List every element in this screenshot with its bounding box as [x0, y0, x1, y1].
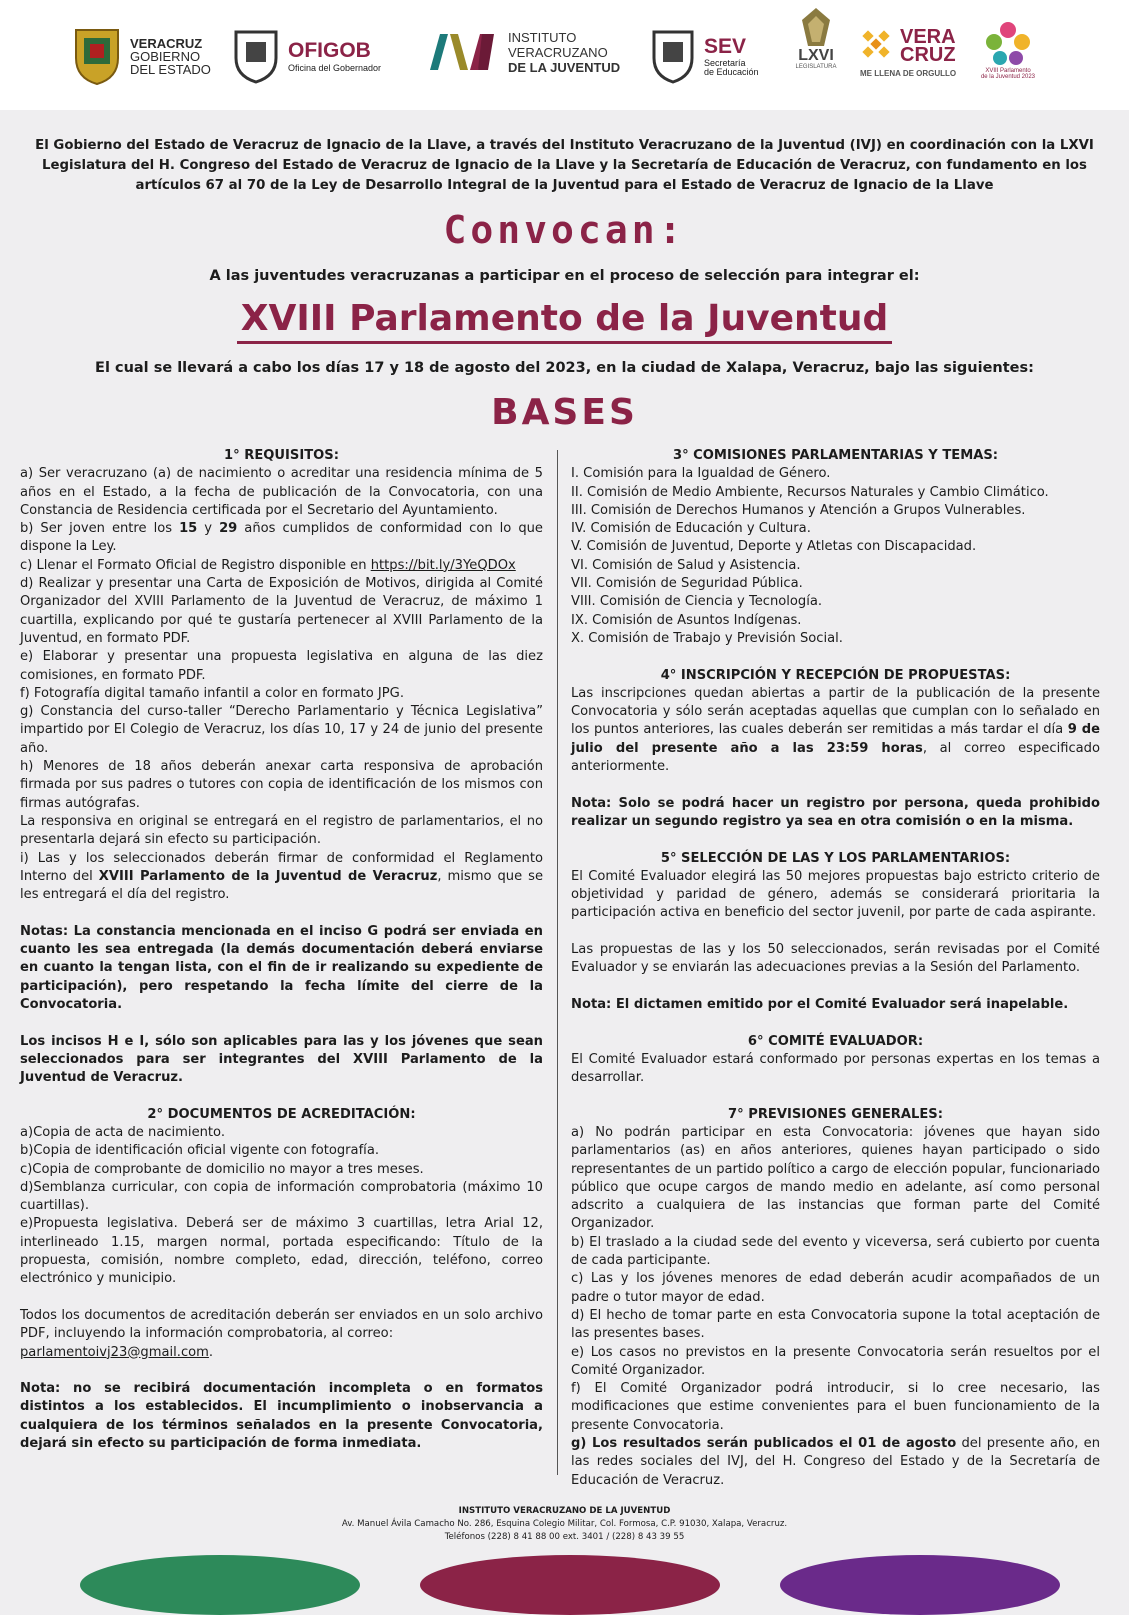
- req-c-pre: c) Llenar el Formato Oficial de Registro disponible en: [20, 557, 371, 573]
- comision-8: VIII. Comisión de Ciencia y Tecnología.: [571, 594, 823, 610]
- ivj-line-2: VERACRUZANO: [508, 44, 608, 60]
- orgullo-sub: ME LLENA DE ORGULLO: [860, 69, 957, 78]
- ofigob-logo: [232, 28, 381, 84]
- prevision-g: [571, 1435, 1100, 1490]
- doc-e: e)Propuesta legislativa. Deberá ser de máximo 3 cuartillas, letra Arial 12, interlineado 1.15, margen normal, portada especificando: Título de la propuesta, comisión, nombre completo, edad, dirección, teléfono, correo electrónico y municipio.: [20, 1216, 543, 1287]
- contact-email-dot: .: [208, 1344, 214, 1360]
- prevision-g-bold: g) Los resultados serán publicados el 01 de agosto: [571, 1436, 957, 1452]
- prevision-b: b) El traslado a la ciudad sede del evento y viceversa, será cubierto por cuenta de cada participante.: [571, 1234, 1100, 1269]
- seleccion-text: El Comité Evaluador elegirá las 50 mejores propuestas bajo estricto criterio de objetividad y paridad de género, además se considerará prioritaria la participación activa en beneficio del sector juvenil, por parte de cada aspirante.: [571, 868, 1100, 921]
- docs-send-instructions: [20, 1307, 543, 1362]
- ofigob-shield-icon: [232, 28, 280, 84]
- section-3-heading: 3° COMISIONES PARLAMENTARIAS Y TEMAS:: [672, 448, 999, 463]
- sev-shield-icon: [650, 28, 696, 84]
- req-h: h) Menores de 18 años deberán anexar carta responsiva de aprobación firmada por sus padres o tutores con copia de identificación de los mismos con firmas autógrafas.: [20, 759, 543, 811]
- footer-org: INSTITUTO VERACRUZANO DE LA JUVENTUD: [458, 1506, 671, 1516]
- footer: [0, 1505, 1129, 1544]
- prevision-g-post: del presente año, en las redes sociales del IVJ, del H. Congreso del Estado y de la Secretaría de Educación de Veracruz.: [571, 1436, 1100, 1488]
- comision-4: IV. Comisión de Educación y Cultura.: [571, 521, 811, 537]
- prevision-f: f) El Comité Organizador podrá introducir, si lo cree necesario, las modificaciones que estime convenientes para el buen funcionamiento de la presente Convocatoria.: [571, 1381, 1100, 1433]
- logo-header: [0, 0, 1129, 110]
- sev-line-1: Secretaría: [704, 57, 746, 68]
- section-4-heading: 4° INSCRIPCIÓN Y RECEPCIÓN DE PROPUESTAS:: [660, 667, 1011, 683]
- req-g: g) Constancia del curso-taller “Derecho Parlamentario y Técnica Legislativa” impartido por El Colegio de Veracruz, los días 10, 17 y 24 de junio del presente año.: [20, 704, 543, 756]
- event-title-text: XVIII Parlamento de la Juventud: [237, 298, 893, 344]
- section-1-heading: 1° REQUISITOS:: [224, 448, 339, 463]
- ofigob-name: OFIGOB: [288, 38, 371, 62]
- footer-red-shape: [420, 1555, 720, 1615]
- req-e: e) Elaborar y presentar una propuesta legislativa en alguna de las diez comisiones, en formato PDF.: [20, 649, 543, 683]
- column-divider: [557, 450, 558, 1475]
- inscripcion-pre: Las inscripciones quedan abiertas a partir de la publicación de la presente Convocatoria y sólo serán aceptadas aquellas que cumplan con lo señalado en los puntos anteriores, las cuales deberán ser remitidas a más tardar el día: [571, 685, 1100, 738]
- comision-10: X. Comisión de Trabajo y Previsión Social.: [571, 630, 843, 646]
- invite-text: A las juventudes veracruzanas a participar en el proceso de selección para integrar el:: [209, 268, 920, 284]
- orgullo-line-1: VERA: [900, 26, 956, 48]
- prevision-e: e) Los casos no previstos en la presente Convocatoria serán resueltos por el Comité Organizador.: [571, 1344, 1100, 1378]
- req-b-y: y: [197, 521, 220, 537]
- sev-line-2: de Educación: [704, 66, 759, 77]
- event-dates: El cual se llevará a cabo los días 17 y 18 de agosto del 2023, en la ciudad de Xalapa, Veracruz, bajo las siguientes:: [95, 360, 1034, 376]
- left-column: [20, 447, 543, 1453]
- bases-heading: BASES: [491, 392, 638, 433]
- ivj-line-3: DE LA JUVENTUD: [508, 59, 621, 75]
- veracruz-gobierno-logo: [72, 26, 211, 86]
- orgullo-pattern-icon: [860, 28, 896, 64]
- req-i: [20, 850, 543, 905]
- registration-link[interactable]: https://bit.ly/3YeQDOx: [370, 557, 516, 573]
- seleccion-text-2: Las propuestas de las y los 50 seleccionados, serán revisadas por el Comité Evaluador y se enviarán las adecuaciones previas a la Sesión del Parlamento.: [571, 942, 1100, 976]
- req-a: a) Ser veracruzano (a) de nacimiento o acreditar una residencia mínima de 5 años en el Estado, a la fecha de publicación de la Convocatoria, con una Constancia de Residencia certificada por el Secretario del Ayuntamiento.: [20, 466, 543, 518]
- req-i-bold: XVIII Parlamento de la Juventud de Veracruz: [98, 868, 438, 884]
- footer-purple-shape: [780, 1555, 1060, 1615]
- ofigob-sub: Oficina del Gobernador: [288, 62, 382, 73]
- comision-9: IX. Comisión de Asuntos Indígenas.: [571, 612, 802, 628]
- lxvi-sub: LEGISLATURA: [795, 64, 837, 70]
- req-b-post: años cumplidos de conformidad con lo que dispone la Ley.: [20, 521, 543, 555]
- doc-d: d)Semblanza curricular, con copia de información comprobatoria (máximo 10 cuartillas).: [20, 1179, 543, 1214]
- sev-name: SEV: [704, 34, 747, 58]
- comision-1: I. Comisión para la Igualdad de Género.: [571, 466, 831, 482]
- veracruz-line-2: GOBIERNO: [130, 48, 201, 64]
- req-i-post: , mismo que se les entregará el día del registro.: [20, 868, 543, 903]
- parlamento-2023-logo: [980, 18, 1036, 80]
- footer-phones: Teléfonos (228) 8 41 88 00 ext. 3401 / (228) 8 43 39 55: [444, 1532, 685, 1542]
- req-b-29: 29: [219, 521, 238, 537]
- parlamento-line-1: XVIII Parlamento: [985, 68, 1031, 74]
- section-7-heading: 7° PREVISIONES GENERALES:: [728, 1106, 943, 1122]
- doc-b: b)Copia de identificación oficial vigente con fotografía.: [20, 1143, 380, 1159]
- event-title: [0, 298, 1129, 339]
- section-5-heading: 5° SELECCIÓN DE LAS Y LOS PARLAMENTARIOS:: [660, 850, 1011, 866]
- prevision-c: c) Las y los jóvenes menores de edad deberán acudir acompañados de un padre o tutor mayor de edad.: [571, 1271, 1100, 1305]
- comision-5: V. Comisión de Juventud, Deporte y Atletas con Discapacidad.: [571, 539, 977, 555]
- inscripcion-deadline: 9 de julio del presente año a las 23:59 horas: [571, 722, 1100, 756]
- intro-paragraph: El Gobierno del Estado de Veracruz de Ignacio de la Llave, a través del Instituto Veracruzano de la Juventud (IVJ) en coordinación con la LXVI Legislatura del H. Congreso del Estado de Veracruz de Ignacio de la Llave y la Secretaría de Educación de Veracruz, con fundamento en los artículos 67 al 70 de la Ley de Desarrollo Integral de la Juventud para el Estado de Veracruz de Ignacio de la Llave: [35, 138, 1094, 193]
- prevision-a: a) No podrán participar en esta Convocatoria: jóvenes que hayan sido parlamentarios (as) en años anteriores, quienes hayan participado o sido representantes de un partido político a cargo de elección popular, funcionariado público que ocupe cargos de mando medio en adelante, así como personal adscrito a cualquiera de las instancias que forman parte del Comité Organizador.: [571, 1124, 1100, 1232]
- notes-2: Los incisos H e I, sólo son aplicables para las y los jóvenes que sean seleccionados para ser integrantes del XVIII Parlamento de la Juventud de Veracruz.: [20, 1033, 543, 1086]
- prevision-d: d) El hecho de tomar parte en esta Convocatoria supone la total aceptación de las presentes bases.: [571, 1307, 1100, 1342]
- notes-3: Nota: no se recibirá documentación incompleta o en formatos distintos a los establecidos. El incumplimiento o inobservancia a cualquiera de los términos señalados en la presente Convocatoria, dejará sin efecto su participación de forma inmediata.: [20, 1381, 543, 1452]
- req-b-15: 15: [179, 521, 198, 537]
- inscripcion-post: , al correo especificado anteriormente.: [571, 740, 1100, 775]
- inscripcion-text: [571, 685, 1100, 776]
- contact-email[interactable]: parlamentoivj23@gmail.com: [20, 1344, 209, 1360]
- comision-6: VI. Comisión de Salud y Asistencia.: [571, 557, 801, 573]
- comision-7: VII. Comisión de Seguridad Pública.: [571, 576, 803, 592]
- req-c: [20, 557, 543, 575]
- req-f: f) Fotografía digital tamaño infantil a color en formato JPG.: [20, 685, 404, 701]
- doc-c: c)Copia de comprobante de domicilio no mayor a tres meses.: [20, 1161, 424, 1177]
- parlamento-flower-icon: [980, 18, 1036, 68]
- req-i-pre: i) Las y los seleccionados deberán firmar de conformidad el Reglamento Interno del: [20, 850, 543, 884]
- notes-4: Nota: Solo se podrá hacer un registro por persona, queda prohibido realizar un segundo registro ya sea en otra comisión o en la misma.: [571, 795, 1100, 829]
- veracruz-orgullo-logo: [860, 28, 956, 78]
- ivj-mark-icon: [428, 30, 498, 74]
- parlamento-line-2: de la Juventud 2023: [980, 74, 1036, 80]
- section-2-heading: 2° DOCUMENTOS DE ACREDITACIÓN:: [147, 1106, 416, 1122]
- doc-a: a)Copia de acta de nacimiento.: [20, 1124, 226, 1140]
- comision-2: II. Comisión de Medio Ambiente, Recursos Naturales y Cambio Climático.: [571, 484, 1049, 500]
- convocan-heading: Convocan:: [443, 208, 686, 252]
- footer-green-shape: [80, 1555, 360, 1615]
- sev-logo: [650, 28, 759, 84]
- lxvi-logo: [794, 6, 838, 70]
- veracruz-line-3: DEL ESTADO: [130, 61, 211, 77]
- lxvi-name: LXVI: [798, 47, 834, 64]
- orgullo-line-2: CRUZ: [900, 44, 956, 66]
- comision-3: III. Comisión de Derechos Humanos y Atención a Grupos Vulnerables.: [571, 502, 1026, 518]
- section-6-heading: 6° COMITÉ EVALUADOR:: [747, 1033, 924, 1049]
- docs-send-text: Todos los documentos de acreditación deberán ser enviados en un solo archivo PDF, incluyendo la información comprobatoria, al correo:: [20, 1307, 543, 1342]
- ivj-logo: [428, 30, 620, 74]
- ivj-line-1: INSTITUTO: [508, 29, 577, 45]
- notes-5: Nota: El dictamen emitido por el Comité Evaluador será inapelable.: [571, 996, 1069, 1012]
- notes-1: Notas: La constancia mencionada en el inciso G podrá ser enviada en cuanto les sea entregada (la demás documentación deberá enviarse en cuanto la tengan lista, con el fin de ir realizando su expediente de participación), pero respetando la fecha límite del cierre de la Convocatoria.: [20, 923, 543, 1012]
- req-d: d) Realizar y presentar una Carta de Exposición de Motivos, dirigida al Comité Organizador del XVIII Parlamento de la Juventud de Veracruz, de máximo 1 cuartilla, explicando por qué te gustaría pertenecer al XVIII Parlamento de la Juventud, en formato PDF.: [20, 576, 543, 646]
- right-column: [571, 447, 1100, 1490]
- veracruz-shield-icon: [72, 26, 122, 86]
- req-b: [20, 520, 543, 557]
- req-b-pre: b) Ser joven entre los: [20, 521, 180, 537]
- veracruz-line-1: VERACRUZ: [130, 35, 203, 51]
- comite-text: El Comité Evaluador estará conformado por personas expertas en los temas a desarrollar.: [571, 1051, 1100, 1086]
- req-h-note: La responsiva en original se entregará en el registro de parlamentarios, el no presentarla dejará sin efecto su participación.: [20, 813, 543, 848]
- eagle-icon: [794, 6, 838, 48]
- footer-address: Av. Manuel Ávila Camacho No. 286, Esquina Colegio Militar, Col. Formosa, C.P. 91030, Xalapa, Veracruz.: [341, 1519, 788, 1529]
